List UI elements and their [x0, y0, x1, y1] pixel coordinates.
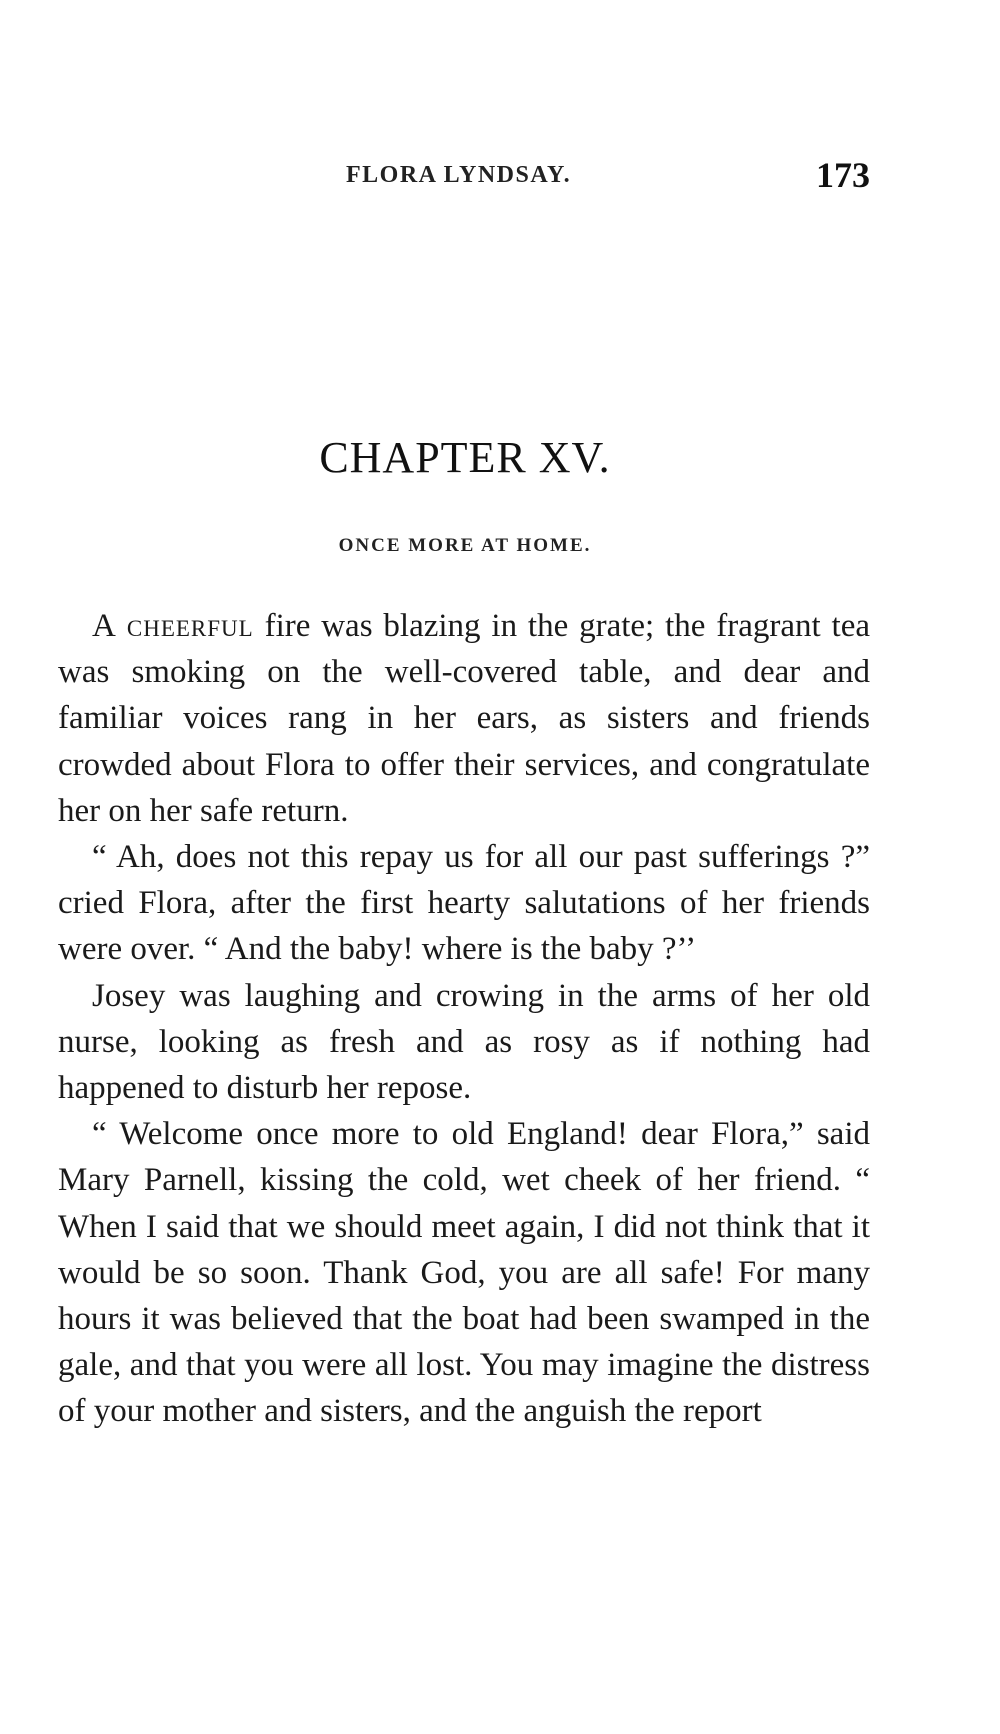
- chapter-subtitle: ONCE MORE AT HOME.: [338, 535, 592, 556]
- paragraph-text: Josey was laughing and crowing in the arms of her old nurse, looking as fresh and as rosy as if nothing had happened to disturb her repose.: [58, 977, 870, 1107]
- paragraph-text: “ Ah, does not this repay us for all our past sufferings ?” cried Flora, after the first hearty salutations of her friends were over. “ And the baby! where is the baby ?’’: [58, 839, 870, 968]
- running-title: FLORA LYNDSAY.: [346, 162, 572, 188]
- paragraph-1: [58, 603, 870, 834]
- paragraph-lead-words: A cheerful: [92, 608, 254, 644]
- running-head: [58, 155, 870, 198]
- paragraph-2: [58, 834, 870, 973]
- paragraph-3: [58, 973, 870, 1112]
- paragraph-4: [58, 1111, 870, 1434]
- chapter-title: CHAPTER XV.: [319, 433, 611, 482]
- page-number: 173: [816, 155, 870, 195]
- paragraph-text: fire was blazing in the grate; the fragrant tea was smoking on the well-covered table, and dear and familiar voices rang in her ears, as sisters and friends crowded about Flora to offer their services, and congratulate her on her safe return.: [58, 608, 870, 829]
- paragraph-text: “ Welcome once more to old England! dear Flora,” said Mary Parnell, kissing the cold, wet cheek of her friend. “ When I said that we should meet again, I did not think that it would be so soon. Thank God, you are all safe! For many hours it was believed that the boat had been swamped in the gale, and that you were all lost. You may imagine the distress of your mother and sisters, and the anguish the report: [58, 1116, 870, 1430]
- body-text: [58, 603, 870, 1435]
